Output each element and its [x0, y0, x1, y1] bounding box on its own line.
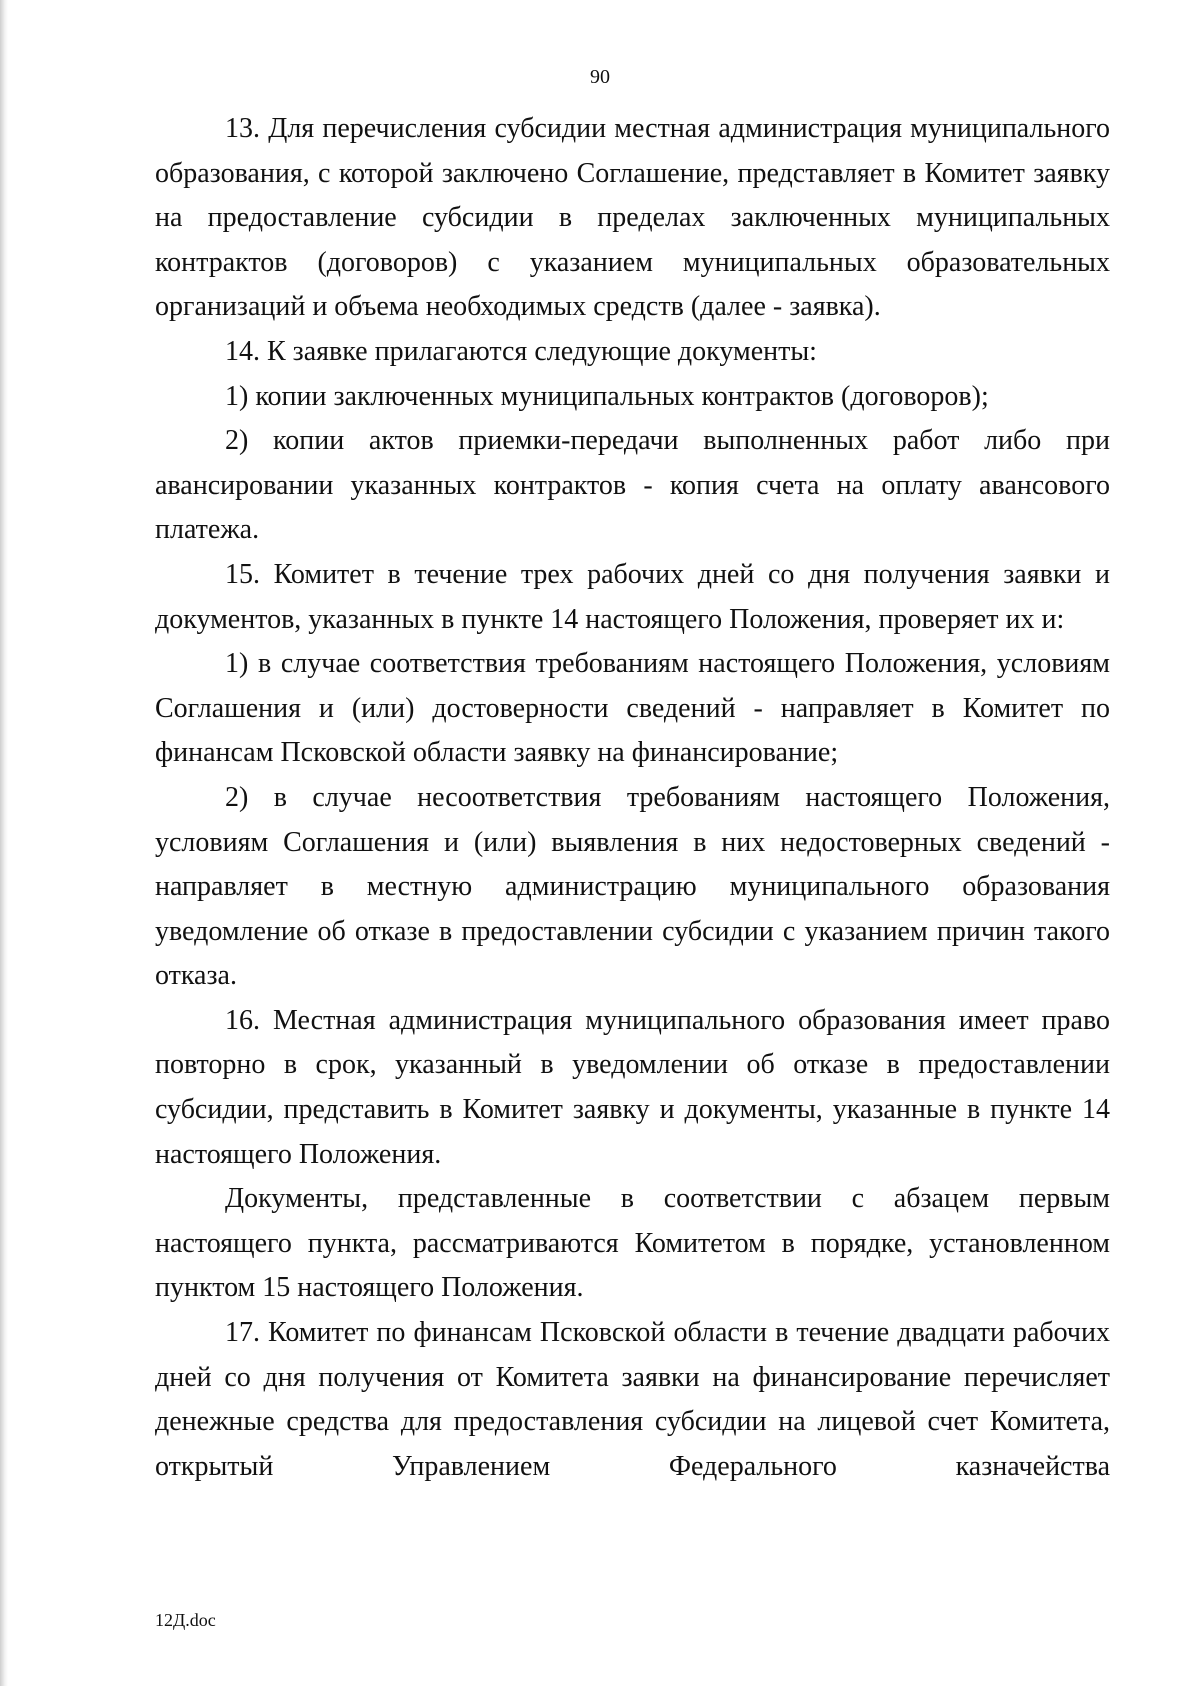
- paragraph-17: 17. Комитет по финансам Псковской области в течение двадцати рабочих дней со дня получения от Комитета заявки на финансирование перечисляет денежные средства для предоставления субсидии на лицевой счет Комитета, открытый Управлением Федерального казначейства: [155, 1317, 1110, 1482]
- paragraph-13: 13. Для перечисления субсидии местная администрация муниципального образования, с которой заключено Соглашение, представляет в Комитет заявку на предоставление субсидии в пределах заключенных муниципальных контрактов (договоров) с указанием муниципальных образовательных организаций и объема необходимых средств (далее - заявка).: [155, 113, 1110, 323]
- paragraph-15-item-2: 2) в случае несоответствия требованиям настоящего Положения, условиям Соглашения и (или) выявления в них недостоверных сведений - направляет в местную администрацию муниципального образования уведомление об отказе в предоставлении субсидии с указанием причин такого отказа.: [155, 781, 1110, 992]
- paragraph-14-item-1: 1) копии заключенных муниципальных контрактов (договоров);: [225, 380, 989, 412]
- paragraph-16: 16. Местная администрация муниципального образования имеет право повторно в срок, указанный в уведомлении об отказе в предоставлении субсидии, представить в Комитет заявку и документы, указанные в пункте 14 настоящего Положения.: [155, 1004, 1110, 1170]
- scan-edge: [0, 0, 8, 1686]
- body-text: [155, 107, 1110, 1489]
- page-number: 90: [590, 66, 610, 88]
- paragraph-15-item-1: 1) в случае соответствия требованиям настоящего Положения, условиям Соглашения и (или) достоверности сведений - направляет в Комитет по финансам Псковской области заявку на финансирование;: [155, 648, 1110, 769]
- footer-filename: 12Д.doc: [155, 1610, 216, 1630]
- paragraph-14: 14. К заявке прилагаются следующие документы:: [225, 335, 817, 367]
- paragraph-14-item-2: 2) копии актов приемки-передачи выполненных работ либо при авансировании указанных контрактов - копия счета на оплату авансового платежа.: [155, 425, 1110, 546]
- paragraph-15: 15. Комитет в течение трех рабочих дней со дня получения заявки и документов, указанных в пункте 14 настоящего Положения, проверяет их и:: [155, 558, 1110, 635]
- paragraph-16-continuation: Документы, представленные в соответствии с абзацем первым настоящего пункта, рассматриваются Комитетом в порядке, установленном пунктом 15 настоящего Положения.: [155, 1183, 1110, 1304]
